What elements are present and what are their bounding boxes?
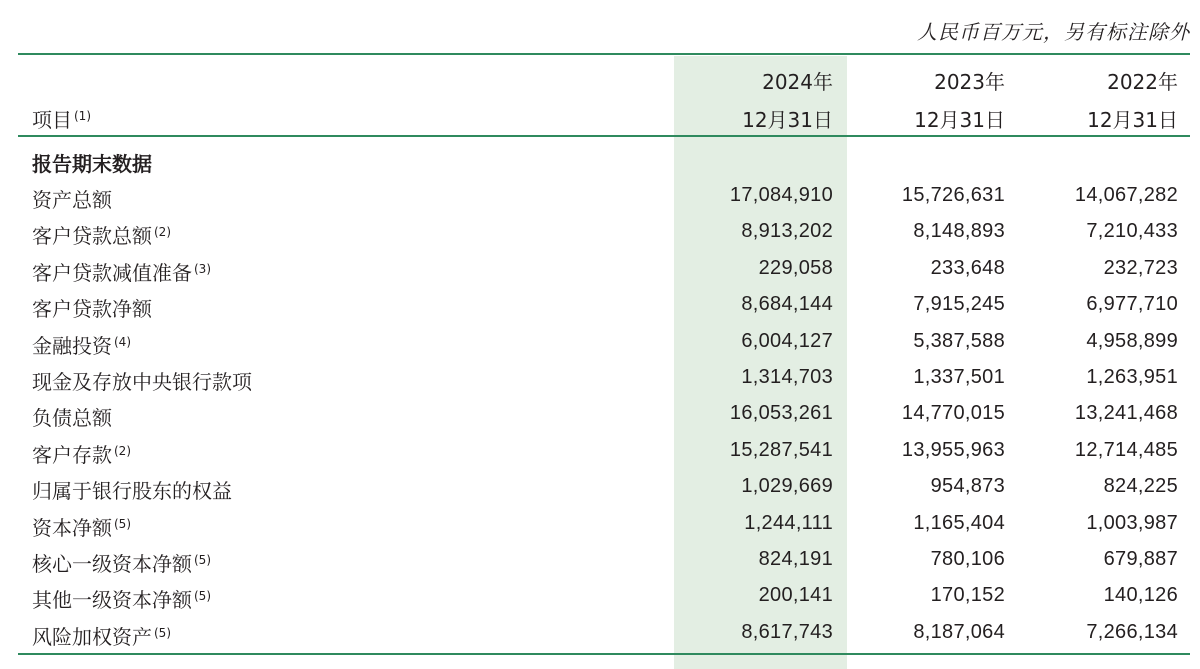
bottom-rule <box>18 653 1190 655</box>
row-note: (5) <box>114 516 131 531</box>
row-note: (5) <box>154 625 171 640</box>
header-rule <box>18 135 1190 137</box>
value-2023: 8,148,893 <box>913 220 1005 243</box>
row-label <box>32 220 171 249</box>
row-label <box>32 584 211 613</box>
value-2022: 824,225 <box>1103 475 1178 498</box>
section-row <box>0 148 1200 184</box>
value-2023: 1,165,404 <box>913 511 1005 534</box>
value-2024: 17,084,910 <box>729 184 833 206</box>
value-2022: 13,241,468 <box>1074 402 1178 425</box>
value-2022: 140,126 <box>1103 584 1178 607</box>
row-label <box>32 512 131 541</box>
row-note: (5) <box>194 589 211 604</box>
value-2022: 1,003,987 <box>1086 511 1178 534</box>
row-label-text: 客户存款 <box>32 442 112 467</box>
col-2024-date: 12月31日 <box>742 108 833 132</box>
value-2023: 13,955,963 <box>901 438 1005 461</box>
table-row <box>0 621 1200 657</box>
row-label <box>32 184 112 213</box>
value-2024: 16,053,261 <box>729 402 833 425</box>
value-2024: 1,314,703 <box>741 366 833 388</box>
value-2024: 6,004,127 <box>741 329 833 352</box>
value-2022: 6,977,710 <box>1086 293 1178 316</box>
row-note: (4) <box>114 334 131 349</box>
col-2023-date: 12月31日 <box>914 108 1005 132</box>
row-label-text: 资本净额 <box>32 515 112 540</box>
value-2023: 14,770,015 <box>901 402 1005 425</box>
row-label-text: 客户贷款减值准备 <box>32 260 192 285</box>
value-2024: 8,913,202 <box>741 220 833 243</box>
row-label-text: 核心一级资本净额 <box>32 552 192 576</box>
table-row <box>0 402 1200 438</box>
row-label-text: 其他一级资本净额 <box>32 588 192 613</box>
row-label <box>32 330 131 359</box>
value-2022: 4,958,899 <box>1086 329 1178 352</box>
value-2024: 824,191 <box>758 548 833 570</box>
table-row <box>0 548 1200 584</box>
section-title: 报告期末数据 <box>32 152 152 176</box>
col-2023-year: 2023年 <box>934 70 1005 94</box>
value-2023: 7,915,245 <box>913 293 1005 316</box>
table-row <box>0 512 1200 548</box>
value-2023: 1,337,501 <box>913 366 1005 388</box>
row-label <box>32 366 252 395</box>
value-2023: 170,152 <box>930 584 1005 607</box>
value-2024: 15,287,541 <box>729 438 833 461</box>
value-2022: 12,714,485 <box>1074 438 1178 461</box>
col-2022-date: 12月31日 <box>1087 108 1178 132</box>
row-label-text: 金融投资 <box>32 333 112 358</box>
table-row <box>0 330 1200 366</box>
table-row <box>0 439 1200 475</box>
value-2022: 679,887 <box>1103 548 1178 570</box>
table-row <box>0 184 1200 220</box>
row-note: (2) <box>154 225 171 240</box>
top-rule <box>18 53 1190 55</box>
table-row <box>0 257 1200 293</box>
row-label-text: 归属于银行股东的权益 <box>32 479 232 504</box>
row-label-text: 负债总额 <box>32 406 112 431</box>
value-2022: 7,210,433 <box>1086 220 1178 243</box>
item-header <box>32 104 91 133</box>
value-2023: 780,106 <box>930 548 1005 570</box>
value-2024: 8,684,144 <box>741 293 833 316</box>
row-label <box>32 257 211 286</box>
table-row <box>0 366 1200 402</box>
value-2023: 233,648 <box>930 256 1005 279</box>
value-2022: 1,263,951 <box>1086 366 1178 388</box>
row-label <box>32 439 131 468</box>
col-2022-year: 2022年 <box>1107 70 1178 94</box>
value-2023: 5,387,588 <box>913 329 1005 352</box>
value-2023: 954,873 <box>930 475 1005 498</box>
row-label-text: 客户贷款净额 <box>32 297 152 322</box>
row-label <box>32 621 171 650</box>
value-2024: 200,141 <box>758 584 833 607</box>
row-label-text: 风险加权资产 <box>32 624 152 649</box>
item-header-label: 项目 <box>32 108 72 132</box>
row-label-text: 客户贷款总额 <box>32 224 152 249</box>
value-2024: 1,029,669 <box>741 475 833 498</box>
row-label-text: 现金及存放中央银行款项 <box>32 370 252 394</box>
item-header-note: (1) <box>74 109 91 123</box>
unit-note: 人民币百万元，另有标注除外 <box>917 20 1190 44</box>
row-note: (2) <box>114 443 131 458</box>
row-note: (3) <box>194 261 211 276</box>
row-label-text: 资产总额 <box>32 188 112 212</box>
value-2022: 7,266,134 <box>1086 620 1178 643</box>
table-row <box>0 584 1200 620</box>
value-2024: 8,617,743 <box>741 620 833 643</box>
value-2022: 232,723 <box>1103 256 1178 279</box>
row-label <box>32 548 211 577</box>
value-2023: 15,726,631 <box>901 184 1005 206</box>
table-row <box>0 220 1200 256</box>
row-label <box>32 293 152 322</box>
value-2023: 8,187,064 <box>913 620 1005 643</box>
value-2024: 1,244,111 <box>744 511 833 534</box>
row-note: (5) <box>194 553 211 567</box>
table-row <box>0 293 1200 329</box>
col-2024-year: 2024年 <box>762 70 833 94</box>
value-2024: 229,058 <box>758 256 833 279</box>
value-2022: 14,067,282 <box>1074 184 1178 206</box>
row-label <box>32 475 232 504</box>
row-label <box>32 402 112 431</box>
table-row <box>0 475 1200 511</box>
